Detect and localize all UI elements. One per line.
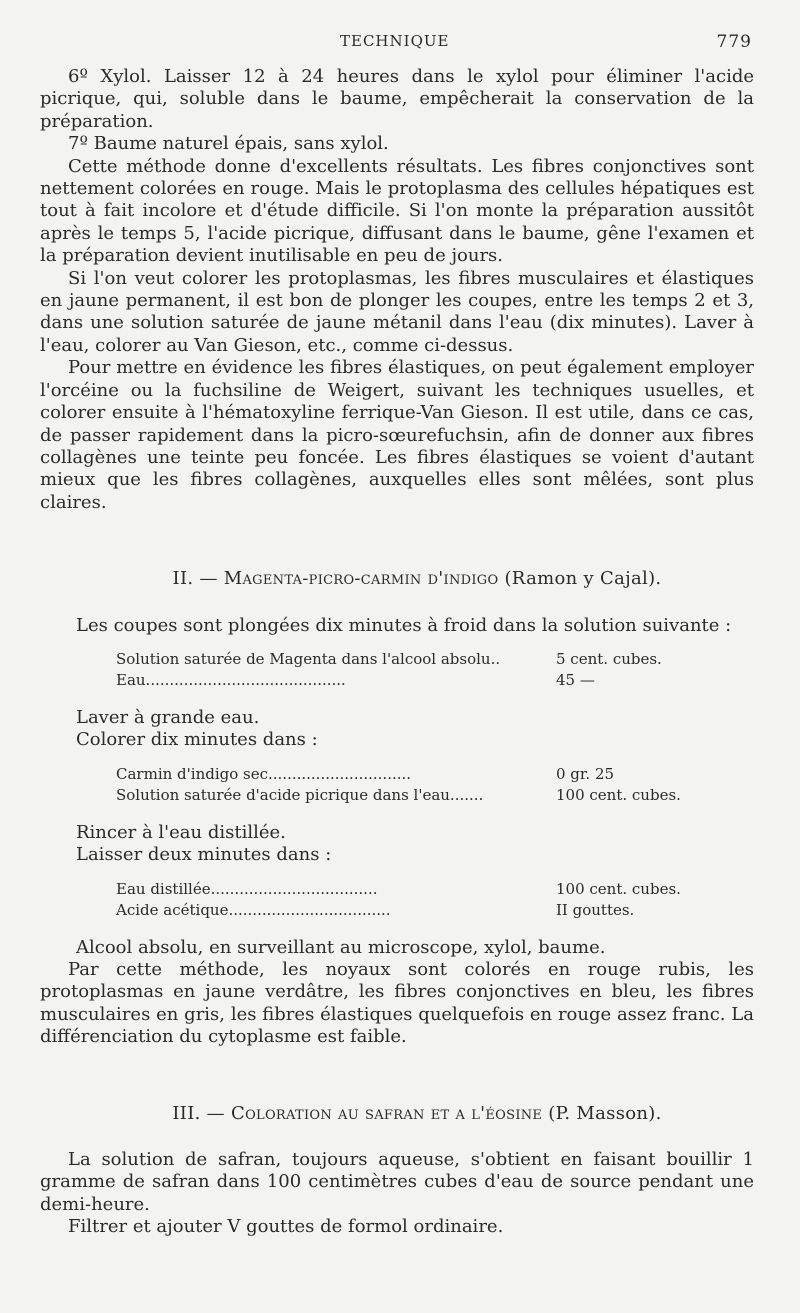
protoplasm-paragraph: Si l'on veut colorer les protoplasmas, les fibres musculaires et élastiques en jaune permanent, il est bon de plonger les coupes, entre les temps 2 et 3, dans une solution saturée de jaune métanil dans l'eau (dix minutes). Laver à l'eau, colorer au Van Gieson, etc., comme ci-dessus. — [40, 267, 754, 356]
elastic-fibres-paragraph: Pour mettre en évidence les fibres élastiques, on peut également employer l'orcéine ou la fuchsiline de Weigert, suivant les techniques usuelles, et colorer ensuite à l'hématoxyline ferrique-Van Gieson. Il est utile, dans ce cas, de passer rapidement dans la picro-sœurefuchsin, afin de donner aux fibres collagènes une teinte peu foncée. Les fibres élastiques se voient d'autant mieux que les fibres collagènes, auxquelles elles sont mêlées, sont plus claires. — [40, 357, 754, 513]
recipe-row — [116, 900, 681, 921]
section-2-result: Par cette méthode, les noyaux sont colorés en rouge rubis, les protoplasmas en jaune verdâtre, les fibres conjonctives en bleu, les fibres musculaires en gris, les fibres élastiques quelquefois en rouge assez franc. La différenciation du cytoplasme est faible. — [40, 958, 754, 1048]
recipe-amount: 0 gr. 25 — [556, 764, 615, 783]
step-6-paragraph: 6º Xylol. Laisser 12 à 24 heures dans le xylol pour éliminer l'acide picrique, qui, soluble dans le baume, empêcherait la conservation de la préparation. — [40, 66, 754, 132]
recipe-row — [116, 670, 662, 691]
recipe-row — [116, 649, 662, 670]
section-3-heading — [80, 1103, 754, 1125]
recipe-label: Solution saturée de Magenta dans l'alcool absolu.. — [116, 649, 501, 668]
running-header — [0, 32, 800, 56]
page-number: 779 — [716, 32, 752, 52]
step-wash: Laver à grande eau. — [76, 706, 260, 728]
recipe-row — [116, 764, 681, 785]
recipe-label: Eau distillée................................... — [116, 879, 378, 898]
page-body — [40, 66, 754, 1239]
section-3-paragraph-2: Filtrer et ajouter V gouttes de formol ordinaire. — [68, 1216, 504, 1238]
section-3-paragraph-1: La solution de safran, toujours aqueuse, s'obtient en faisant bouillir 1 gramme de safran dans 100 centimètres cubes d'eau de source pendant une demi-heure. — [40, 1149, 754, 1215]
recipe-row — [116, 785, 681, 806]
recipe-amount: 100 cent. cubes. — [556, 785, 681, 804]
recipe-label: Eau.......................................... — [116, 670, 346, 689]
section-3-number: III. — — [172, 1102, 225, 1124]
results-paragraph: Cette méthode donne d'excellents résultats. Les fibres conjonctives sont nettement colorées en rouge. Mais le protoplasma des cellules hépatiques est tout à fait incolore et d'étude difficile. Si l'on monte la préparation aussitôt après le temps 5, l'acide picrique, diffusant dans le baume, gêne l'examen et la préparation devient inutilisable en peu de jours. — [40, 155, 754, 267]
recipe-label: Acide acétique.................................. — [116, 900, 391, 919]
step-leave: Laisser deux minutes dans : — [76, 844, 332, 866]
recipe-amount: 45 — — [556, 670, 595, 689]
section-2-author: (Ramon y Cajal). — [504, 568, 662, 590]
recipe-amount: II gouttes. — [556, 900, 635, 919]
section-2-heading — [80, 568, 754, 590]
recipe-row — [116, 879, 681, 900]
step-color: Colorer dix minutes dans : — [76, 729, 318, 751]
recipe-indigo — [116, 764, 681, 806]
recipe-acetic — [116, 879, 681, 921]
section-2-intro: Les coupes sont plongées dix minutes à froid dans la solution suivante : — [76, 614, 732, 636]
recipe-amount: 100 cent. cubes. — [556, 879, 681, 898]
step-rinse: Rincer à l'eau distillée. — [76, 821, 286, 843]
recipe-label: Carmin d'indigo sec.............................. — [116, 764, 412, 783]
recipe-amount: 5 cent. cubes. — [556, 649, 662, 668]
section-2-number: II. — — [172, 568, 218, 590]
step-7-paragraph: 7º Baume naturel épais, sans xylol. — [68, 133, 389, 155]
section-3-author: (P. Masson). — [548, 1102, 662, 1124]
recipe-label: Solution saturée d'acide picrique dans l'eau....... — [116, 785, 484, 804]
section-2-title: Magenta-picro-carmin d'indigo — [223, 568, 499, 590]
section-3-title: Coloration au safran et a l'éosine — [231, 1102, 543, 1124]
recipe-magenta — [116, 649, 662, 691]
running-title: TECHNIQUE — [340, 32, 450, 50]
step-alcohol: Alcool absolu, en surveillant au microscope, xylol, baume. — [76, 936, 606, 958]
